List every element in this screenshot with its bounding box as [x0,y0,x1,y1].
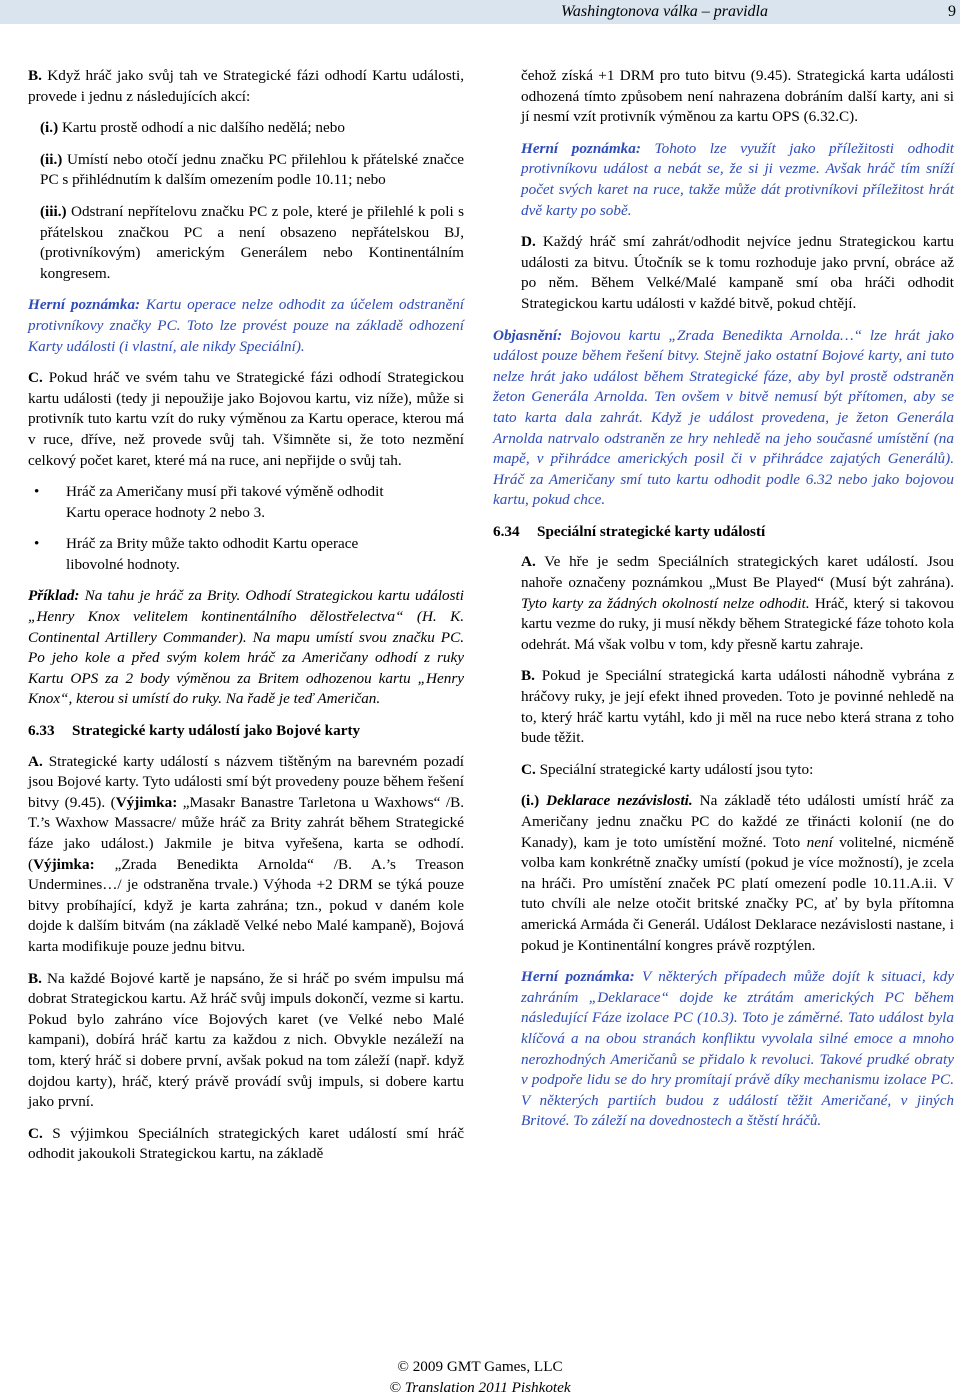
example: Příklad: Na tahu je hráč za Brity. Odhodí Strategickou kartu události „Henry Knox velitelem kontinentálního dělostřelectva“ (H. K. Continental Artillery Commander). Na mapu umístí svou značku PC. Po jeho kole a před svým kolem hráč za Američany odhodí z ruky Kartu OPS za 2 body výměnou za Britem odhozenou kartu „Henry Knox“, kterou si umístí do ruky. Na řadě je teď Američan. [28,587,465,708]
page-header [0,0,960,24]
right-column [493,66,954,1143]
page-number: 9 [948,3,956,20]
paragraph-d: D. Každý hráč smí zahrát/odhodit nejvíce jednu Strategickou kartu události za bitvu. Útočník se k tomu rozhoduje jako první, obráce až po něm. Během Velké/Malé kampaně smí oba hráči odhodit Strategickou kartu události v každé bitvě, pokud chtějí. [521,233,954,312]
paragraph-634-a: A. Ve hře je sedm Speciálních strategických karet událostí. Jsou nahoře označeny poznámkou „Must Be Played“ (Musí být zahrána). Tyto karty za žádných okolností nelze odhodit. Hráč, který si takovou kartu vezme do ruky, ji musí někdy během Strategické fáze tohoto kola odehrát. Má však volbu v tom, kdy přesně kartu zahraje. [521,553,954,653]
section-heading-634: 6.34 Speciální strategické karty událostí [493,522,766,540]
bullet-item: • Hráč za Brity může takto odhodit Kartu operace libovolné hodnoty. [28,534,464,575]
left-column [28,66,464,1176]
paragraph-633-a: A. Strategické karty událostí s názvem tištěným na barevném pozadí jsou Bojové karty. Tyto události smí být provedeny pouze během řešení bitvy (9.45). (Výjimka: „Masakr Banastre Tarletona u Waxhows“ /B. T.’s Waxhow Massacre/ může hráč za Brity zahrát během Strategické fáze jako událost.) Jakmile je bitva vyřešena, karta se odhodí. (Výjimka: „Zrada Benedikta Arnolda“ /B. A.’s Treason Undermines…/ je odstraněna trvale.) Výhoda +2 DRM se týká pouze bitvy probíhající, když je karta zahrána; tzn., pokud v daném kole dojde k dalším bitvám (na základě Velké nebo Malé kampaně), Bojová karta modifikuje pouze jednu bitvu. [28,752,465,955]
translation-credit: © Translation 2011 Pishkotek [389,1379,571,1396]
clarification: Objasnění: Bojovou kartu „Zrada Benedikta Arnolda…“ lze hrát jako událost pouze během řešení bitvy. Stejně jako ostatní Bojové karty, ani tuto nelze hrát jako událost během Strategické fáze, aby byl prostě odstraněn žeton Generála Arnolda. Ten ovšem v bitvě nemusí být přítomen, aby se tato karta dala zahrát. Když je událost provedena, je žeton Generála Arnolda natrvalo odstraněn ze hry nehledě na jeho současné umístění (na mapě, v přihrádce amerických posil či v přihrádce zajatých Generálů). Hráč za Američany smí tuto kartu odhodit podle 6.32 nebo jako bojovou kartu, pokud chce. [493,326,955,509]
section-heading-633: 6.33 Strategické karty událostí jako Bojové karty [28,722,361,740]
option-i: (i.) Kartu prostě odhodí a nic dalšího nedělá; nebo [40,119,345,137]
paragraph-633-c: C. S výjimkou Speciálních strategických karet událostí smí hráč odhodit jakoukoli Strategickou kartu, na základě [28,1124,464,1163]
paragraph-continuation: čehož získá +1 DRM pro tuto bitvu (9.45). Strategická karta události odhozená tímto způsobem není nahrazena dobráním další karty, ani si jí nesmí vzít protivník výměnou za kartu OPS (6.32.C). [521,67,954,126]
paragraph-c: C. Pokud hráč ve svém tahu ve Strategické fázi odhodí Strategickou kartu události (tedy ji nepoužije jako Bojovou kartu, viz níže), může si protivník tuto kartu vzít do ruky výměnou za Kartu operace, kterou má v ruce, dříve, než provede svůj tah. Všimněte si, že toto nezmění celkový počet karet, které má na ruce, ani nepřijde o svůj tah. [28,369,464,469]
paragraph-b: B. Když hráč jako svůj tah ve Strategické fázi odhodí Kartu události, provede i jednu z následujících akcí: [28,67,464,105]
paragraph-634-c: C. Speciální strategické karty událostí jsou tyto: [521,760,814,778]
game-note-1: Herní poznámka: Kartu operace nelze odhodit za účelem odstranění protivníkovy značky PC. Toto lze provést pouze na základě odhození Karty události (i vlastní, ale nikdy Speciální). [28,296,465,355]
copyright-line: © 2009 GMT Games, LLC [397,1358,563,1375]
document-title: Washingtonova válka – pravidla [561,3,768,20]
bullet-item: • Hráč za Američany musí při takové výměně odhodit Kartu operace hodnoty 2 nebo 3. [28,482,464,523]
game-note-3: Herní poznámka: V některých případech může dojít k situaci, kdy zahráním „Deklarace“ dojde ke ztrátám amerických PC během následující Fáze izolace PC (10.3). Toto je záměrné. Tato událost byla klíčová a na obou stranách konfliktu vyvolala silné emoce a mnoho nerozhodných Američanů se přidalo k revoluci. Takové prudké obraty v podpoře lidu se do hry promítají právě díky mechanismu izolace PC. V některých partiích budou z událostí těžit Američané, v jiných Britové. To záleží na dovednostech a štěstí hráčů. [521,968,955,1130]
paragraph-634-b: B. Pokud je Speciální strategická karta události náhodně vybrána z hráčovy ruky, je její efekt ihned proveden. Toto je povinné nehledě na to, který hráč kartu vytáhl, kdo ji měl na ruce nebo která strana z toho bude těžit. [521,667,954,747]
game-note-2: Herní poznámka: Tohoto lze využít jako příležitosti odhodit protivníkovu událost a nebát se, že si ji vezme. Avšak hráč tím sníží počet svých karet na ruce, takže může dát protivníkovi příležitost hrát dvě karty po sobě. [521,139,955,219]
option-iii: (iii.) Odstraní nepřítelovu značku PC z pole, které je přilehlé k poli s přátelskou značkou PC a není obsazeno nepřátelskou BJ, (protivníkovým) americkým Generálem nebo Kontinentálním kongresem. [40,202,464,282]
option-ii: (ii.) Umístí nebo otočí jednu značku PC přilehlou k přátelské značce PC s přihlédnutím k dalším omezením podle 10.11; nebo [40,150,464,189]
paragraph-label: B. [28,67,42,84]
special-card-i: (i.) Deklarace nezávislosti. Na základě této události umístí hráč za Američany jednu značku PC do každé ze třinácti kolonií (ne do Kanady), kam je toto umístění možné. Toto není volitelné, nicméně volba kam konkrétně značky umístí (pokud je více možností), je zcela na hráči. Pro umístění značek PC platí omezení podle 10.11.A.ii. V tuto chvíli ale nelze otočit britské značky PC, ať by byla přítomna americká Armáda či Generál. Událost Deklarace nezávislosti nastane, i pokud je Kontinentální kongres právě rozptýlen. [521,792,954,954]
paragraph-633-b: B. Na každé Bojové kartě je napsáno, že si hráč po svém impulsu má dobrat Strategickou kartu. Až hráč svůj impuls dokončí, vezme si kartu. Pokud bylo zahráno více Bojových karet (ve Velké nebo Malé kampani), dobírá hráč kartu za každou z nich. Obvykle nezáleží na tom, který hráč si dobere první, avšak pokud na tom záleží (např. když dojdou karty), hráč, který právě provádí svůj impuls, si dobere kartu jako první. [28,969,465,1111]
